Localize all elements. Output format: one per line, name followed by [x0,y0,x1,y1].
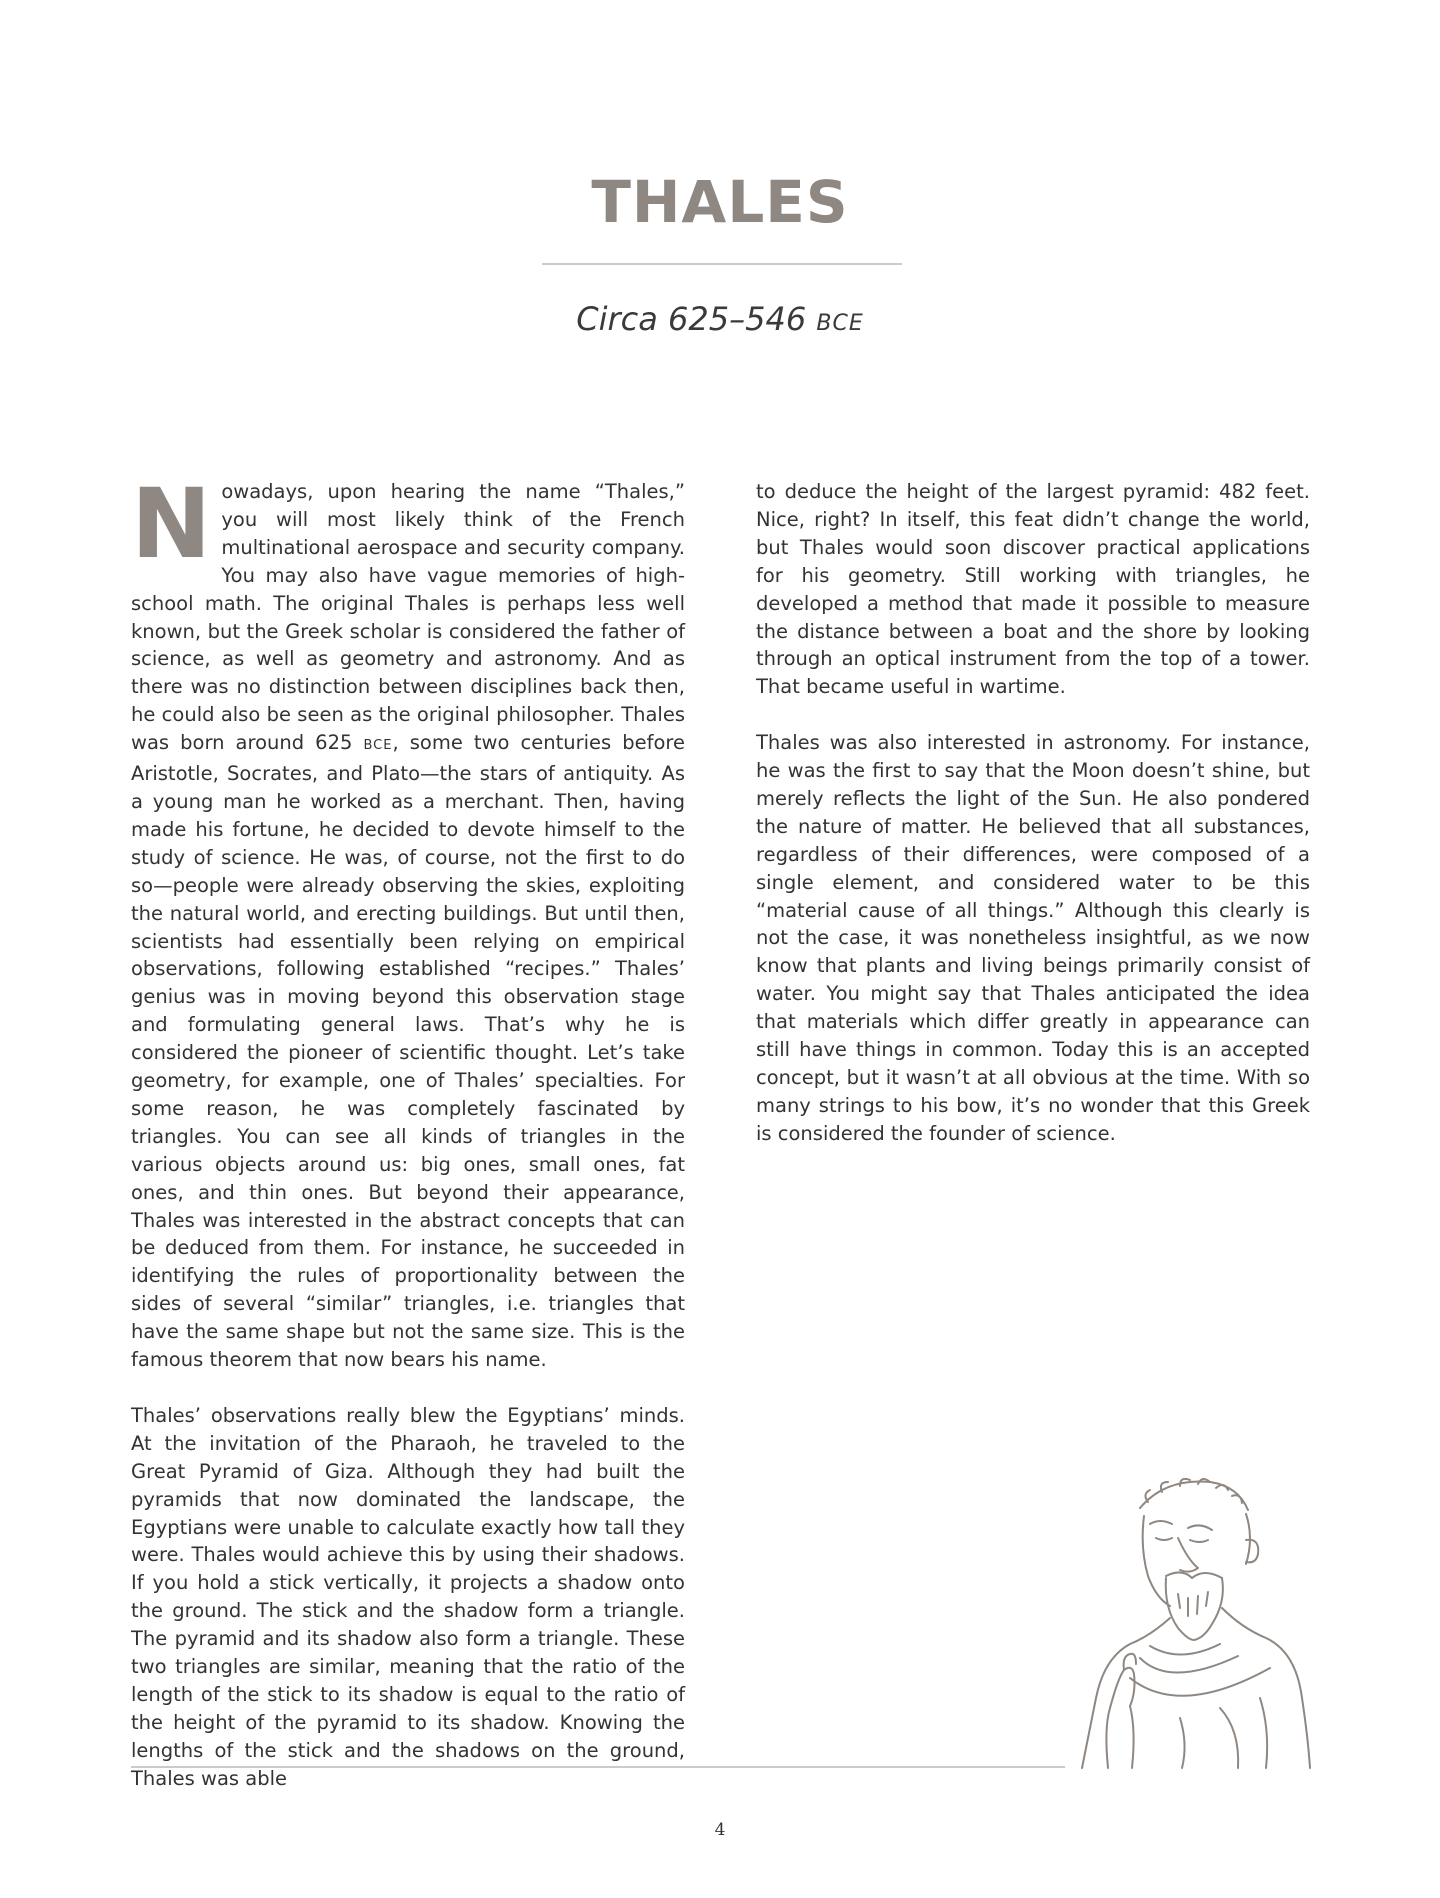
era-abbrev: BCE [363,738,393,754]
paragraph-intro [131,468,685,1374]
bottom-divider [131,1766,1065,1768]
paragraph-pyramid-continued: to deduce the height of the largest pyramid: 482 feet. Nice, right? In itself, this feat didn’t change the world, but Thales would soon discover practical applications for his geometry. Still working with triangles, he developed a method that made it possible to measure the distance between a boat and the shore by looking through an optical instrument from the top of a tower. That became useful in wartime. [756,480,1310,699]
subtitle-dates [0,300,1440,338]
drop-cap: N [131,468,212,580]
paragraph-egypt: Thales’ observations really blew the Egyptians’ minds. At the invitation of the Pharaoh, he traveled to the Great Pyramid of Giza. Although they had built the pyramids that now dominated the landscape, the Egyptians were unable to calculate exactly how tall they were. Thales would achieve this by using their shadows. If you hold a stick vertically, it projects a shadow onto the ground. The stick and the shadow form a triangle. The pyramid and its shadow also form a triangle. These two triangles are similar, meaning that the ratio of the length of the stick to its shadow is equal to the ratio of the height of the pyramid to its shadow. Knowing the lengths of the stick and the shadows on the ground, Thales was able [131,1403,685,1790]
left-column [131,468,685,1820]
subtitle-era: BCE [816,311,864,336]
title-divider [542,263,902,265]
paragraph-astronomy: Thales was also interested in astronomy. For instance, he was the first to say that the Moon doesn’t shine, but merely reflects the light of the Sun. He also pondered the nature of matter. He believed that all substances, regardless of their differences, were composed of a single element, and considered water to be this “material cause of all things.” Although this clearly is not the case, it was nonetheless insightful, as we now know that plants and living beings primarily consist of water. You might say that Thales anticipated the idea that materials which differ greatly in appearance can still have things in common. Today this is an accepted concept, but it wasn’t at all obvious at the time. With so many strings to his bow, it’s no wonder that this Greek is considered the founder of science. [756,731,1310,1145]
paragraph-intro-text-b: , some two centuries before Aristotle, Socrates, and Plato—the stars of antiquity. As a young man he worked as a merchant. Then, having made his fortune, he decided to devote himself to the study of science. He was, of course, not the first to do so—people were already observing the skies, exploiting the natural world, and erecting buildings. But until then, scientists had essentially been relying on empirical observations, following established “recipes.” Thales’ genius was in moving beyond this observation stage and formulating general laws. That’s why he is considered the pioneer of scientific thought. Let’s take geometry, for example, one of Thales’ specialties. For some reason, he was completely fascinated by triangles. You can see all kinds of triangles in the various objects around us: big ones, small ones, fat ones, and thin ones. But beyond their appearance, Thales was interested in the abstract concepts that can be deduced from them. For instance, he succeeded in identifying the rules of proportionality between the sides of several “similar” triangles, i.e. triangles that have the same shape but not the same size. This is the famous theorem that now bears his name. [131,731,685,1372]
right-column [756,478,1310,1176]
subtitle-years: Circa 625–546 [576,300,817,338]
page-number: 4 [714,1820,726,1840]
thales-portrait-illustration [1070,1468,1320,1778]
page-title: THALES [591,168,849,236]
paragraph-intro-text-a: owadays, upon hearing the name “Thales,” you will most likely think of the French multinational aerospace and security company. You may also have vague memories of high-school math. The original Thales is perhaps less well known, but the Greek scholar is considered the father of science, as well as geometry and astronomy. And as there was no distinction between disciplines back then, he could also be seen as the original philosopher. Thales was born around 625 [131,480,685,755]
